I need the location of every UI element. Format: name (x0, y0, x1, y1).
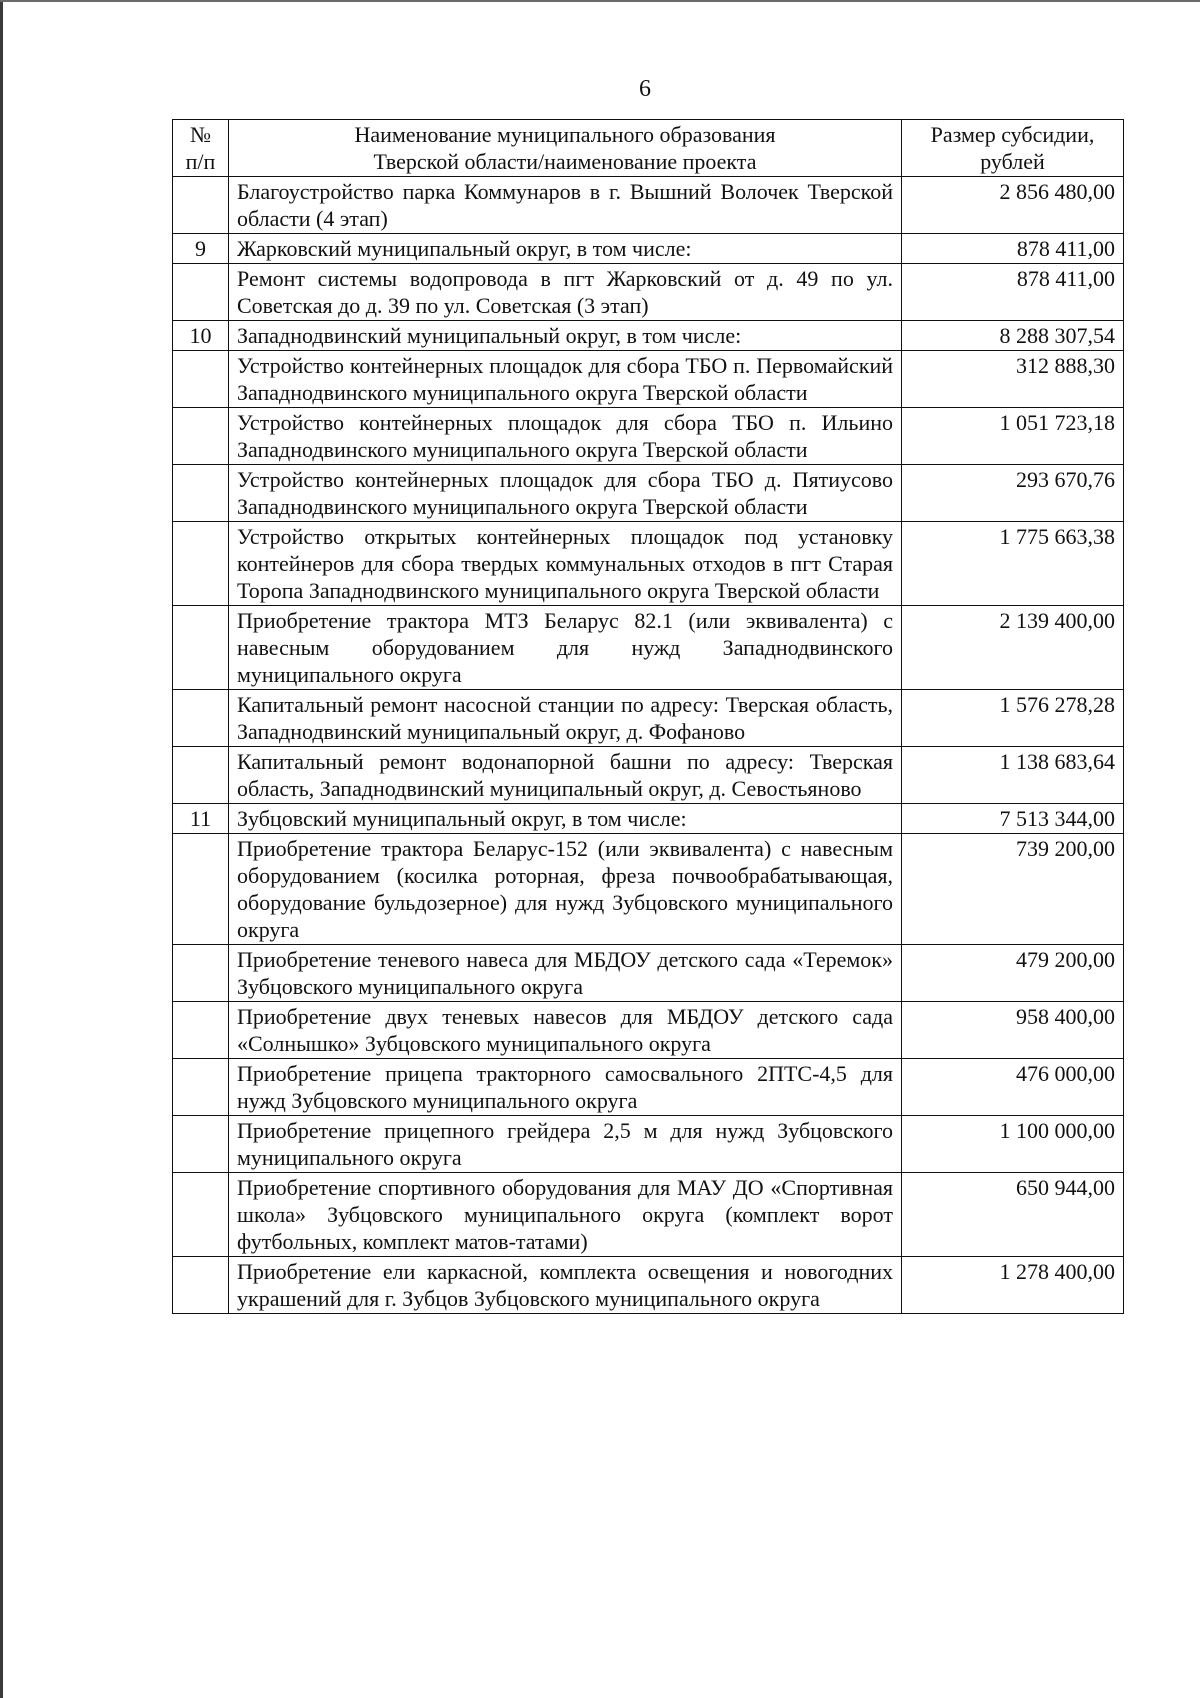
header-name-line2: Тверской области/наименование проекта (373, 149, 757, 174)
row-number (173, 606, 229, 690)
row-amount: 958 400,00 (902, 1002, 1124, 1059)
row-name: Устройство контейнерных площадок для сбора ТБО п. Ильино Западнодвинского муниципального округа Тверской области (229, 408, 902, 465)
header-number-line2: п/п (185, 149, 216, 174)
table-row (173, 1002, 1124, 1059)
table-row (173, 351, 1124, 408)
row-amount: 650 944,00 (902, 1173, 1124, 1257)
table-row (173, 522, 1124, 606)
row-name: Приобретение прицепного грейдера 2,5 м для нужд Зубцовского муниципального округа (229, 1116, 902, 1173)
header-number (173, 120, 229, 177)
row-name: Приобретение теневого навеса для МБДОУ детского сада «Теремок» Зубцовского муниципального округа (229, 945, 902, 1002)
row-number (173, 1059, 229, 1116)
subsidy-table (172, 119, 1124, 1314)
row-name: Зубцовский муниципальный округ, в том числе: (229, 804, 902, 834)
row-amount: 878 411,00 (902, 264, 1124, 321)
row-amount: 8 288 307,54 (902, 321, 1124, 351)
row-number (173, 747, 229, 804)
header-amount (902, 120, 1124, 177)
row-name: Устройство контейнерных площадок для сбора ТБО д. Пятиусово Западнодвинского муниципального округа Тверской области (229, 465, 902, 522)
row-amount: 2 856 480,00 (902, 177, 1124, 234)
row-number (173, 1257, 229, 1314)
table-row (173, 945, 1124, 1002)
row-number (173, 264, 229, 321)
table-row (173, 465, 1124, 522)
header-number-line1: № (190, 122, 211, 147)
table-row (173, 234, 1124, 264)
row-amount: 293 670,76 (902, 465, 1124, 522)
row-name: Приобретение ели каркасной, комплекта освещения и новогодних украшений для г. Зубцов Зубцовского муниципального округа (229, 1257, 902, 1314)
row-name: Западнодвинский муниципальный округ, в том числе: (229, 321, 902, 351)
row-number: 9 (173, 234, 229, 264)
row-name: Приобретение трактора Беларус-152 (или эквивалента) с навесным оборудованием (косилка роторная, фреза почвообрабатывающая, оборудование бульдозерное) для нужд Зубцовского муниципального округа (229, 834, 902, 945)
row-amount: 2 139 400,00 (902, 606, 1124, 690)
row-number (173, 465, 229, 522)
table-row (173, 177, 1124, 234)
row-name: Капитальный ремонт насосной станции по адресу: Тверская область, Западнодвинский муниципальный округ, д. Фофаново (229, 690, 902, 747)
table-row (173, 606, 1124, 690)
table-header-row (173, 120, 1124, 177)
table-row (173, 1116, 1124, 1173)
table-row (173, 747, 1124, 804)
row-number (173, 834, 229, 945)
header-name (229, 120, 902, 177)
row-amount: 476 000,00 (902, 1059, 1124, 1116)
table-row (173, 1059, 1124, 1116)
table-row (173, 804, 1124, 834)
row-number: 11 (173, 804, 229, 834)
row-name: Капитальный ремонт водонапорной башни по адресу: Тверская область, Западнодвинский муниципальный округ, д. Севостьяново (229, 747, 902, 804)
row-number (173, 351, 229, 408)
header-amount-line1: Размер субсидии, (930, 122, 1095, 147)
table-row (173, 834, 1124, 945)
row-amount: 1 576 278,28 (902, 690, 1124, 747)
row-amount: 479 200,00 (902, 945, 1124, 1002)
row-name: Благоустройство парка Коммунаров в г. Вышний Волочек Тверской области (4 этап) (229, 177, 902, 234)
row-number (173, 522, 229, 606)
row-number (173, 1173, 229, 1257)
row-number: 10 (173, 321, 229, 351)
row-number (173, 1116, 229, 1173)
row-name: Устройство открытых контейнерных площадок под установку контейнеров для сбора твердых коммунальных отходов в пгт Старая Торопа Западнодвинского муниципального округа Тверской области (229, 522, 902, 606)
row-number (173, 945, 229, 1002)
row-number (173, 1002, 229, 1059)
scan-edge (0, 0, 3, 1698)
row-name: Устройство контейнерных площадок для сбора ТБО п. Первомайский Западнодвинского муниципального округа Тверской области (229, 351, 902, 408)
row-name: Ремонт системы водопровода в пгт Жарковский от д. 49 по ул. Советская до д. 39 по ул. Советская (3 этап) (229, 264, 902, 321)
row-amount: 312 888,30 (902, 351, 1124, 408)
row-amount: 739 200,00 (902, 834, 1124, 945)
page-number: 6 (639, 76, 651, 102)
table-row (173, 1173, 1124, 1257)
row-name: Жарковский муниципальный округ, в том числе: (229, 234, 902, 264)
table-row (173, 321, 1124, 351)
header-name-line1: Наименование муниципального образования (354, 122, 776, 147)
row-number (173, 408, 229, 465)
row-amount: 1 051 723,18 (902, 408, 1124, 465)
row-number (173, 177, 229, 234)
row-amount: 1 278 400,00 (902, 1257, 1124, 1314)
table-row (173, 264, 1124, 321)
row-amount: 1 100 000,00 (902, 1116, 1124, 1173)
table-row (173, 690, 1124, 747)
row-amount: 878 411,00 (902, 234, 1124, 264)
row-name: Приобретение двух теневых навесов для МБДОУ детского сада «Солнышко» Зубцовского муниципального округа (229, 1002, 902, 1059)
table-row (173, 408, 1124, 465)
row-name: Приобретение прицепа тракторного самосвального 2ПТС-4,5 для нужд Зубцовского муниципального округа (229, 1059, 902, 1116)
scan-edge-top (0, 0, 1200, 2)
row-name: Приобретение трактора МТЗ Беларус 82.1 (или эквивалента) с навесным оборудованием для нужд Западнодвинского муниципального округа (229, 606, 902, 690)
row-amount: 7 513 344,00 (902, 804, 1124, 834)
header-amount-line2: рублей (980, 149, 1045, 174)
table-row (173, 1257, 1124, 1314)
row-amount: 1 138 683,64 (902, 747, 1124, 804)
row-amount: 1 775 663,38 (902, 522, 1124, 606)
row-name: Приобретение спортивного оборудования для МАУ ДО «Спортивная школа» Зубцовского муниципального округа (комплект ворот футбольных, комплект матов-татами) (229, 1173, 902, 1257)
row-number (173, 690, 229, 747)
